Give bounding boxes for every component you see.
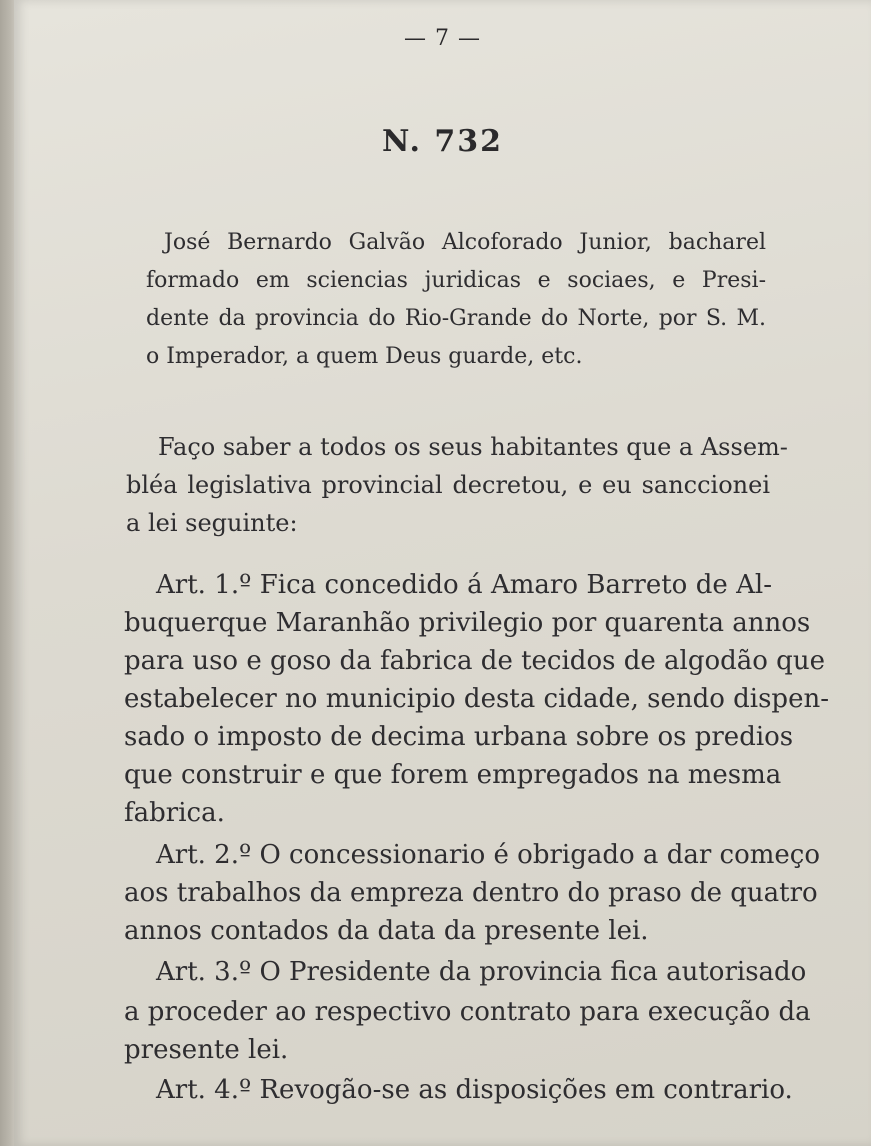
article-line: Art. 1.º Fica concedido á Amaro Barreto de Al- xyxy=(156,570,772,600)
article-line: buquerque Maranhão privilegio por quarenta annos xyxy=(124,608,811,638)
document-page xyxy=(14,0,871,1146)
proclamation-line: a lei seguinte: xyxy=(126,509,298,537)
intro-line: José Bernardo Galvão Alcoforado Junior, bacharel xyxy=(164,230,766,255)
article-line: Art. 4.º Revogão-se as disposições em contrario. xyxy=(156,1075,793,1105)
article-line: a proceder ao respectivo contrato para execução da xyxy=(124,997,811,1027)
article-line: Art. 2.º O concessionario é obrigado a dar começo xyxy=(156,840,821,870)
law-number-heading: N. 732 xyxy=(381,124,503,159)
article-line: aos trabalhos da empreza dentro do praso de quatro xyxy=(124,878,818,908)
intro-line: o Imperador, a quem Deus guarde, etc. xyxy=(146,344,583,369)
intro-line: formado em sciencias juridicas e sociaes, e Presi- xyxy=(146,268,766,293)
page-number: — 7 — xyxy=(404,26,481,51)
article-line: annos contados da data da presente lei. xyxy=(124,916,649,946)
article-line: Art. 3.º O Presidente da provincia fica autorisado xyxy=(156,957,807,987)
intro-line: dente da provincia do Rio-Grande do Norte, por S. M. xyxy=(146,306,766,331)
article-line: estabelecer no municipio desta cidade, sendo dispen- xyxy=(124,684,829,714)
article-line: presente lei. xyxy=(124,1035,289,1065)
proclamation-line: Faço saber a todos os seus habitantes que a Assem- xyxy=(158,433,788,461)
article-line: fabrica. xyxy=(124,798,225,828)
article-line: que construir e que forem empregados na mesma xyxy=(124,760,782,790)
article-line: para uso e goso da fabrica de tecidos de algodão que xyxy=(124,646,825,676)
proclamation-line: bléa legislativa provincial decretou, e eu sanccionei xyxy=(126,471,770,499)
article-line: sado o imposto de decima urbana sobre os predios xyxy=(124,722,794,752)
